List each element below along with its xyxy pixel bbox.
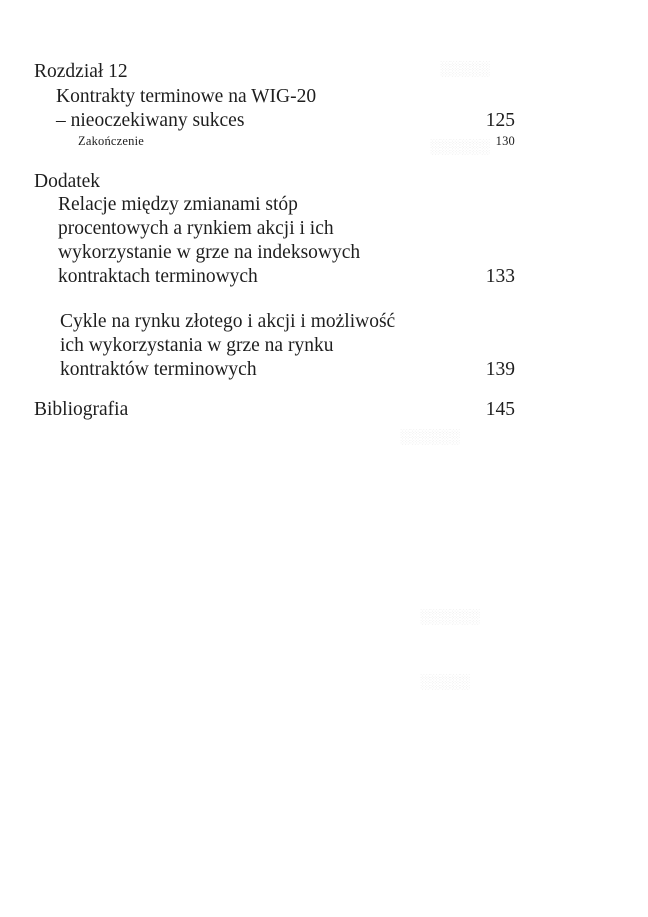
appendix-item-line: kontraktów terminowych — [60, 359, 257, 380]
bibliography-heading: Bibliografia — [34, 399, 129, 420]
appendix-item-line: procentowych a rynkiem akcji i ich — [58, 218, 334, 239]
appendix-item-line: Cykle na rynku złotego i akcji i możliwość — [60, 311, 396, 332]
appendix-item-line: kontraktach terminowych — [58, 266, 258, 287]
subsection-label: Zakończenie — [78, 134, 145, 148]
ghost-text: ░░░░░░ — [420, 610, 480, 625]
chapter-title-line: Kontrakty terminowe na WIG-20 — [56, 86, 317, 107]
appendix-item-line: Relacje między zmianami stóp — [58, 194, 298, 215]
ghost-text: ░░░░░░ — [400, 430, 460, 445]
ghost-text: ░░░░░░ — [430, 140, 490, 155]
chapter-heading: Rozdział 12 — [34, 61, 128, 82]
page-number: 145 — [485, 399, 515, 420]
chapter-title-line: – nieoczekiwany sukces — [56, 110, 245, 131]
appendix-item-line: wykorzystanie w grze na indeksowych — [58, 242, 361, 263]
page-number: 130 — [495, 134, 515, 148]
appendix-item-line: ich wykorzystania w grze na rynku — [60, 335, 334, 356]
page-number: 133 — [485, 266, 515, 287]
ghost-text: ░░░░░ — [440, 62, 490, 77]
page-number: 139 — [485, 359, 515, 380]
ghost-text: ░░░░░ — [420, 675, 470, 690]
appendix-heading: Dodatek — [34, 171, 101, 192]
page-number: 125 — [485, 110, 515, 131]
